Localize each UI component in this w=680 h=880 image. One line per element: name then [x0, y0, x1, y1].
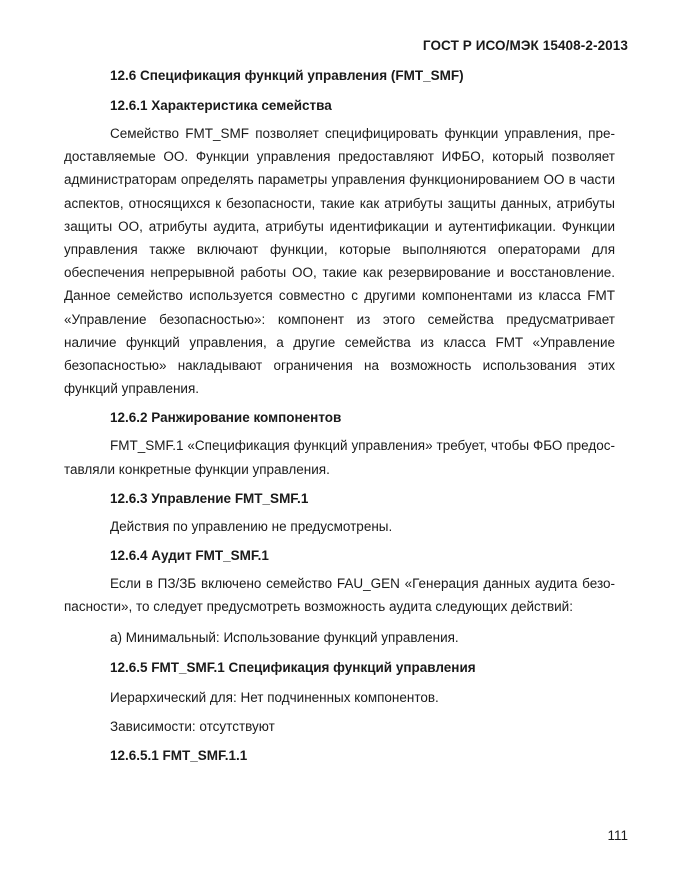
paragraph-dependencies: Зависимости: отсутствуют	[110, 718, 275, 734]
standard-header: ГОСТ Р ИСО/МЭК 15408-2-2013	[422, 38, 628, 53]
paragraph-component-ranking: FMT_SMF.1 «Спецификация функций управления» требует, чтобы ФБО предоставляли конкретные функции управления.	[64, 438, 615, 477]
section-heading-12-6-3: 12.6.3 Управление FMT_SMF.1	[110, 490, 309, 506]
paragraph-hierarchical: Иерархический для: Нет подчиненных компонентов.	[110, 689, 439, 705]
section-heading-12-6: 12.6 Спецификация функций управления (FMT_SMF)	[110, 68, 464, 83]
paragraph-audit-minimal: а) Минимальный: Использование функций управления.	[110, 630, 459, 646]
paragraph-family-description: Семейство FMT_SMF позволяет специфицировать функции управления, предоставляемые ОО. Функции управления предоставляют ИФБО, который позволяет администраторам определять параметры управления функционированием ОО в части аспектов, относящихся к безопасности, такие как атрибуты защиты данных, атрибуты защиты ОО, атрибуты аудита, атрибуты идентификации и аутентификации. Функции управления также включают функции, которые выполняются операторами для обеспечения непрерывной работы ОО, такие как резервирование и восстановление. Данное семейство используется совместно с другими компонентами из класса FMT «Управление безопасностью»: компонент из этого семейства предусматривает наличие функций управления, а другие семейства из класса FMT «Управление безопасностью» накладывают ограничения на возможность использования этих функций управления.	[64, 126, 615, 397]
section-heading-12-6-1: 12.6.1 Характеристика семейства	[110, 98, 332, 113]
section-heading-12-6-2: 12.6.2 Ранжирование компонентов	[110, 410, 342, 426]
paragraph-management: Действия по управлению не предусмотрены.	[110, 518, 393, 534]
section-heading-12-6-5-1: 12.6.5.1 FMT_SMF.1.1	[110, 748, 248, 764]
paragraph-audit: Если в ПЗ/ЗБ включено семейство FAU_GEN «Генерация данных аудита безопасности», то следует предусмотреть возможность аудита следующих действий:	[64, 576, 615, 615]
page-number: 111	[607, 828, 628, 843]
section-heading-12-6-5: 12.6.5 FMT_SMF.1 Спецификация функций управления	[110, 659, 476, 675]
section-heading-12-6-4: 12.6.4 Аудит FMT_SMF.1	[110, 548, 269, 564]
page-content	[64, 66, 615, 766]
